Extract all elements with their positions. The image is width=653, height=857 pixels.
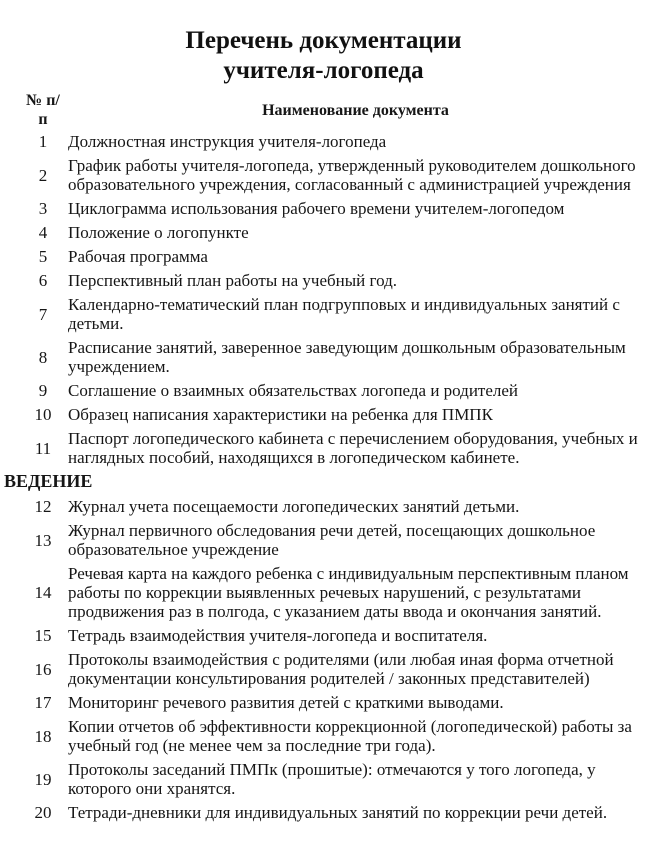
page-title-line1: Перечень документации (185, 27, 462, 54)
section-heading: ВЕДЕНИЕ (4, 471, 93, 491)
row-text: Тетрадь взаимодействия учителя-логопеда и воспитателя. (68, 626, 488, 645)
row-text: Образец написания характеристики на ребенка для ПМПК (68, 405, 493, 424)
row-number: 17 (34, 693, 52, 712)
row-number: 7 (38, 304, 48, 324)
row-number: 9 (38, 381, 48, 400)
table-row (4, 803, 643, 822)
table-row (4, 564, 643, 621)
table-row (4, 760, 643, 798)
row-number: 14 (34, 583, 52, 602)
row-number: 8 (38, 347, 48, 367)
table-row (4, 497, 643, 516)
table-row (4, 693, 643, 712)
row-number: 10 (34, 405, 52, 424)
table-row (4, 247, 643, 266)
row-text: Журнал учета посещаемости логопедических занятий детьми. (68, 497, 520, 516)
row-number: 3 (38, 199, 48, 218)
table-row (4, 405, 643, 424)
page-title-line2: учителя-логопеда (223, 57, 424, 84)
row-number: 15 (34, 626, 52, 645)
row-number: 11 (34, 438, 52, 458)
table-row (4, 199, 643, 218)
table-row (4, 650, 643, 688)
table-row (4, 521, 643, 559)
row-number: 18 (34, 726, 52, 746)
table-header-row (4, 91, 643, 129)
table-row (4, 271, 643, 290)
row-text: График работы учителя-логопеда, утвержденный руководителем дошкольного образовательного учреждения, согласованный с администрацией учреждения (68, 156, 636, 194)
row-text: Мониторинг речевого развития детей с краткими выводами. (68, 693, 504, 712)
row-number: 20 (34, 803, 52, 822)
row-number: 2 (38, 165, 48, 185)
row-text: Должностная инструкция учителя-логопеда (68, 132, 387, 151)
table-row (4, 156, 643, 194)
column-header-number-line1: № п/ (26, 92, 60, 109)
row-number: 6 (38, 271, 48, 290)
row-text: Журнал первичного обследования речи детей, посещающих дошкольное образовательное учреждение (68, 521, 596, 559)
row-text: Календарно-тематический план подгрупповых и индивидуальных занятий с детьми. (68, 295, 620, 333)
page-title (4, 26, 643, 86)
row-text: Рабочая программа (68, 247, 208, 266)
row-text: Тетради-дневники для индивидуальных занятий по коррекции речи детей. (68, 803, 608, 822)
table-row (4, 626, 643, 645)
row-number: 12 (34, 497, 52, 516)
table-row (4, 717, 643, 755)
row-number: 1 (38, 132, 48, 151)
row-text: Речевая карта на каждого ребенка с индивидуальным перспективным планом работы по коррекции выявленных речевых нарушений, с результатами продвижения раз в полгода, с указанием даты ввода и окончания занятий. (68, 564, 629, 621)
table-row (4, 223, 643, 242)
row-text: Копии отчетов об эффективности коррекционной (логопедической) работы за учебный год (не менее чем за последние три года). (68, 717, 632, 755)
row-text: Расписание занятий, заверенное заведующим дошкольным образовательным учреждением. (68, 338, 626, 376)
row-text: Протоколы заседаний ПМПк (прошитые): отмечаются у того логопеда, у которого они хранятся. (68, 760, 596, 798)
row-text: Паспорт логопедического кабинета с перечислением оборудования, учебных и наглядных пособий, находящихся в логопедическом кабинете. (68, 429, 638, 467)
row-text: Циклограмма использования рабочего времени учителем-логопедом (68, 199, 565, 218)
table-row (4, 295, 643, 333)
table-row (4, 429, 643, 467)
row-number: 5 (38, 247, 48, 266)
row-text: Соглашение о взаимных обязательствах логопеда и родителей (68, 381, 519, 400)
column-header-name: Наименование документа (262, 101, 449, 119)
table-row (4, 338, 643, 376)
table-row (4, 381, 643, 400)
row-number: 16 (34, 659, 52, 679)
row-number: 19 (34, 769, 52, 789)
row-text: Перспективный план работы на учебный год. (68, 271, 397, 290)
column-header-number (4, 91, 64, 129)
row-number: 4 (38, 223, 48, 242)
table-row (4, 132, 643, 151)
row-text: Протоколы взаимодействия с родителями (или любая иная форма отчетной документации консультирования родителей / законных представителей) (68, 650, 614, 688)
column-header-number-line2: п (38, 111, 48, 128)
row-number: 13 (34, 530, 52, 550)
row-text: Положение о логопункте (68, 223, 249, 242)
